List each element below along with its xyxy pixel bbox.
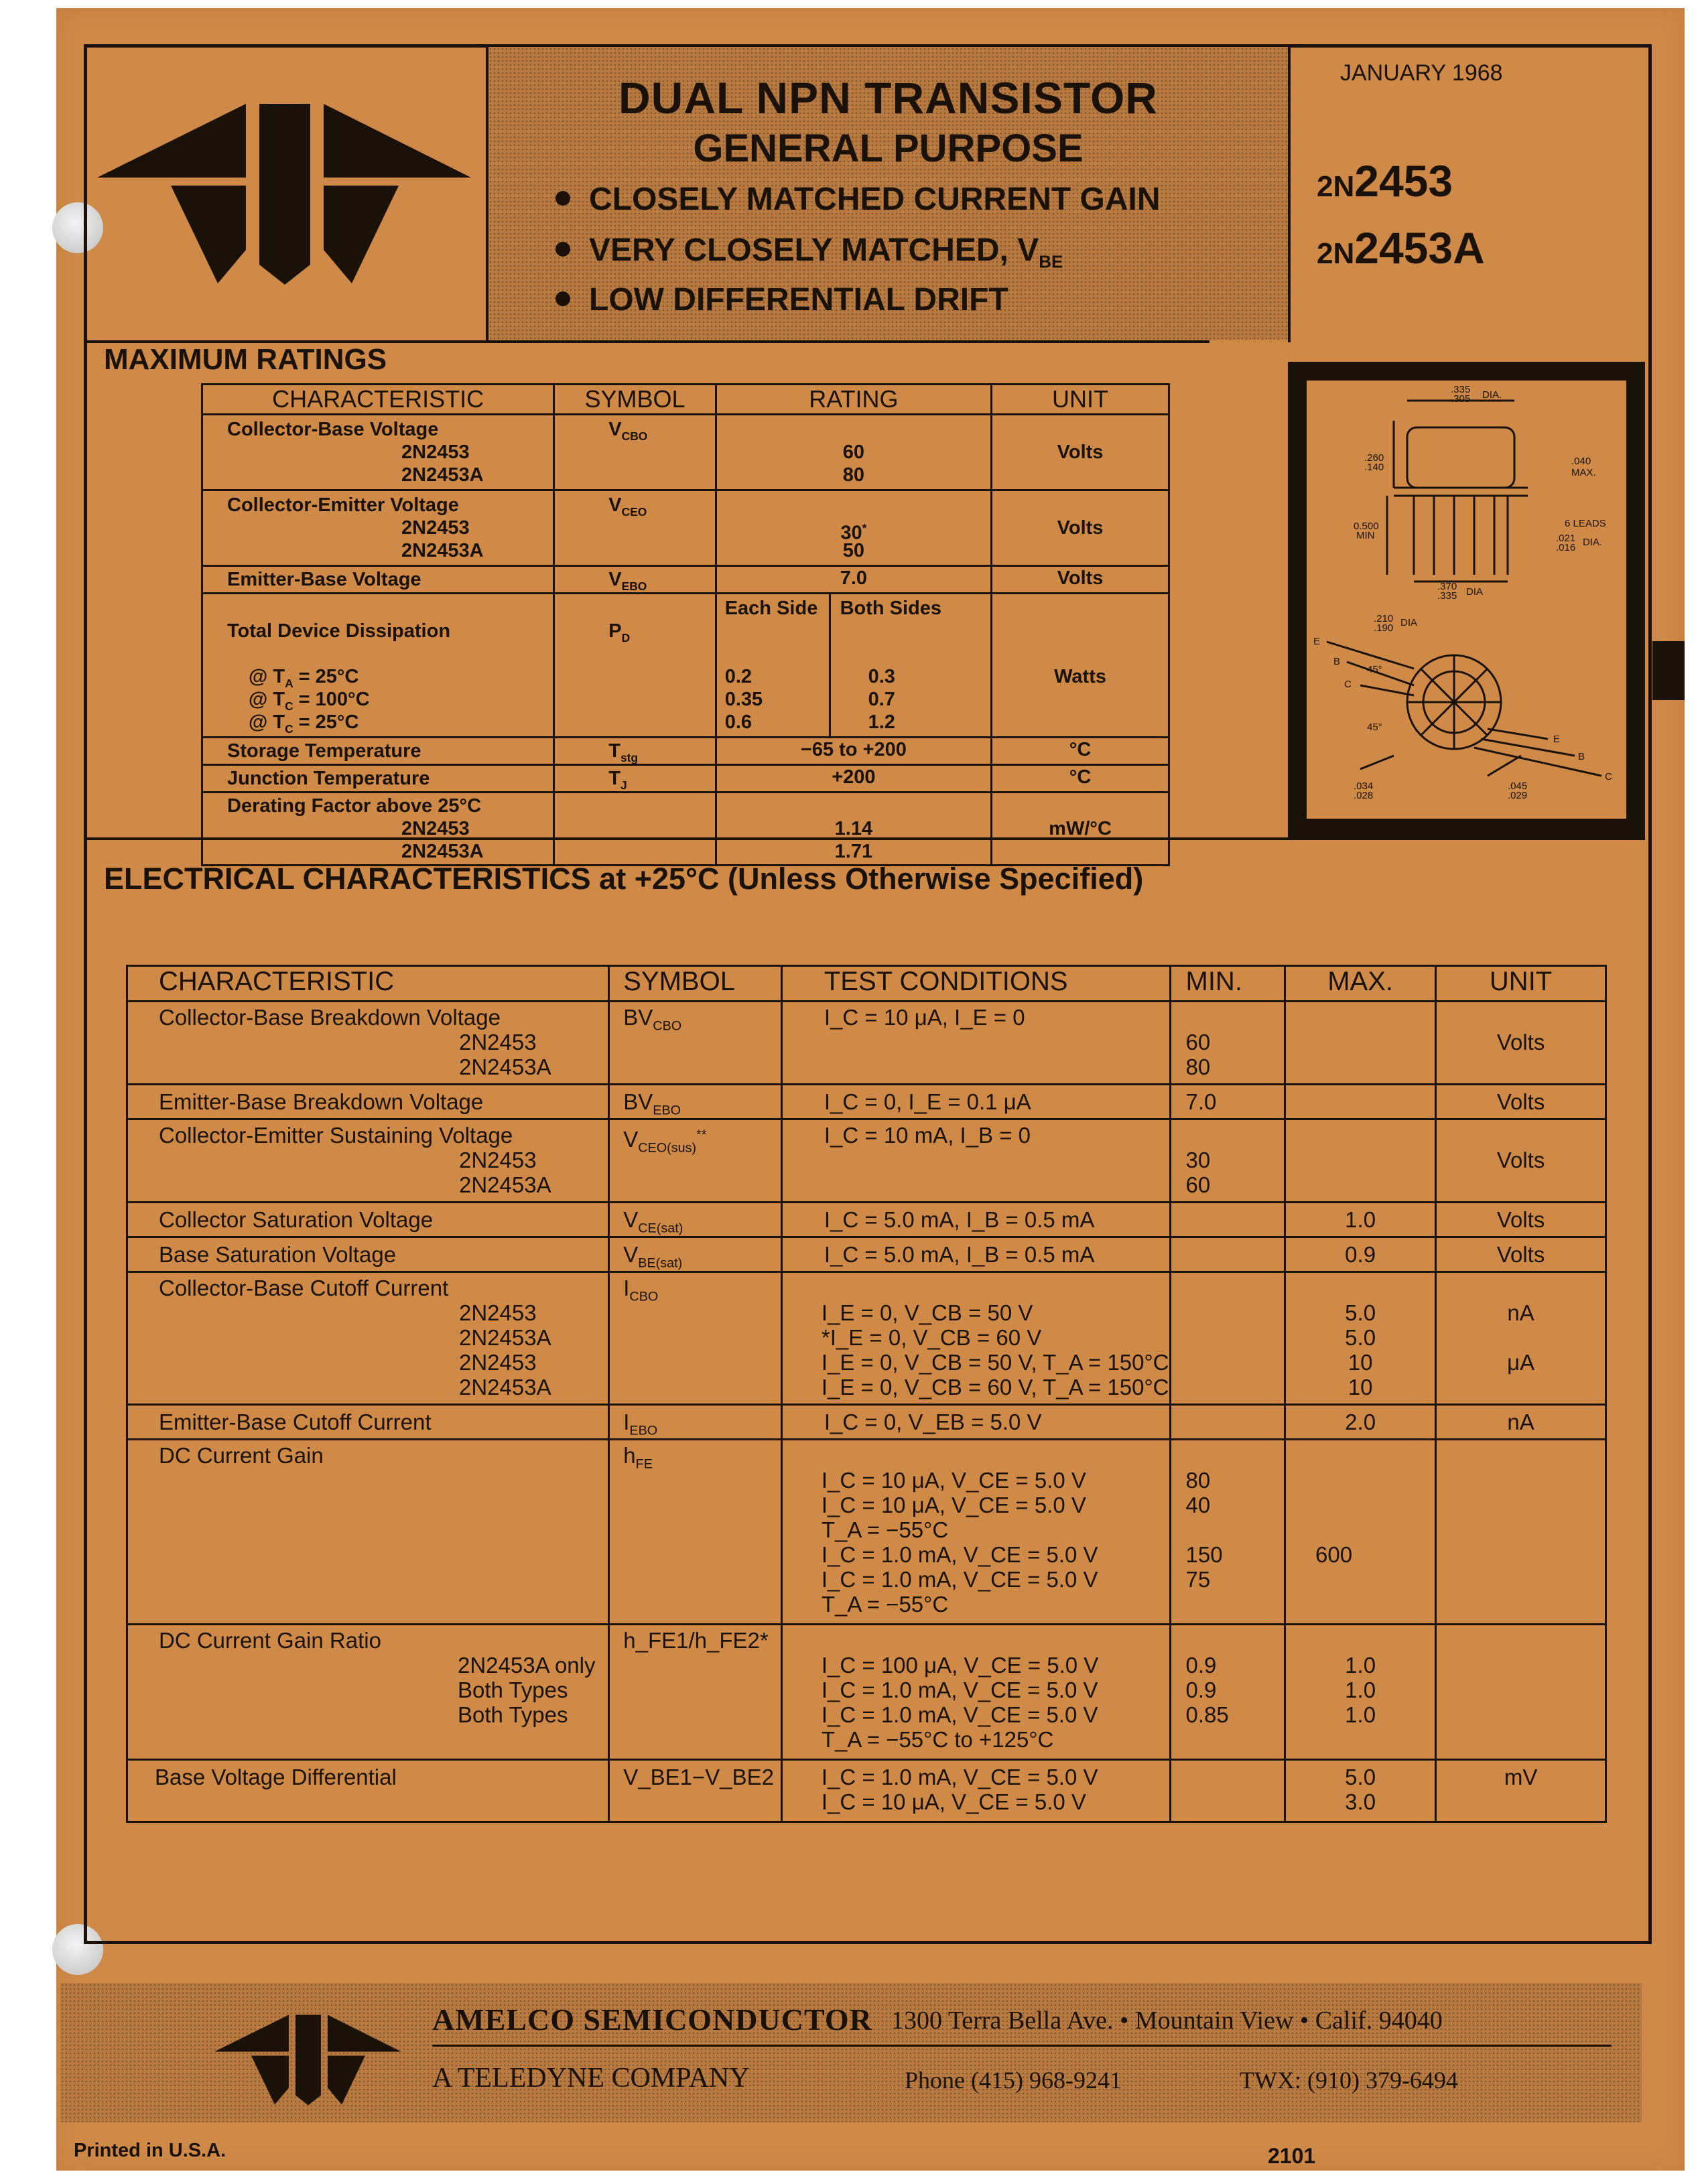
table-row: Base Voltage Differential V_BE1−V_BE2 I_C = 1.0 mA, V_CE = 5.0 V I_C = 10 μA, V_CE = 5.0 V 5.0 3.0 mV — [127, 1760, 1606, 1822]
outline-label: 45° — [1367, 664, 1382, 675]
outline-label: DIA. — [1583, 537, 1603, 548]
outline-label: DIA — [1466, 586, 1484, 598]
column-header: RATING — [716, 385, 991, 415]
outline-label: .016 — [1556, 542, 1576, 553]
outline-label: C — [1605, 771, 1612, 782]
outline-label: B — [1333, 656, 1341, 667]
outline-label: .045 — [1508, 780, 1528, 792]
outline-label: DIA — [1400, 617, 1418, 628]
company-name: AMELCO SEMICONDUCTOR — [432, 2002, 872, 2037]
company-address: 1300 Terra Bella Ave. • Mountain View • Calif. 94040 — [891, 2006, 1443, 2035]
outline-label: .260 — [1364, 452, 1384, 464]
feature-item: VERY CLOSELY MATCHED, $V_{BE}$ — [555, 232, 1063, 273]
outline-label: .034 — [1354, 780, 1374, 792]
company-footer — [60, 1983, 1642, 2122]
device-subtitle: GENERAL PURPOSE — [693, 127, 1084, 170]
table-row: Storage Temperature $T_{stg}$ −65 to +200 °C — [202, 738, 1169, 765]
feature-item: CLOSELY MATCHED CURRENT GAIN — [555, 181, 1161, 218]
table-row: Collector-Emitter Sustaining Voltage 2N2453 2N2453A $V_{CEO(sus)}^{**}$ I_C = 10 mA, I_B = 0 30 60 Volts — [127, 1119, 1606, 1203]
phone-number: Phone (415) 968-9241 — [905, 2067, 1122, 2094]
outline-label: .021 — [1556, 533, 1576, 544]
outline-label: C — [1344, 679, 1352, 690]
column-header: UNIT — [992, 385, 1169, 415]
outline-label: E — [1553, 734, 1561, 745]
table-row: Base Saturation Voltage $V_{BE(sat)}$ I_C = 5.0 mA, I_B = 0.5 mA 0.9 Volts — [127, 1237, 1606, 1272]
footer-rule — [432, 2045, 1612, 2047]
column-header: SYMBOL — [609, 966, 782, 1002]
outline-label: 0.500 — [1354, 521, 1379, 532]
column-header: TEST CONDITIONS — [781, 966, 1170, 1002]
table-row: DC Current Gain $h_{FE}$ I_C = 10 μA, V_CE = 5.0 V I_C = 10 μA, V_CE = 5.0 V T_A = −55°C I_C = 1.0 mA, V_CE = 5.0 V I_C = 1.0 mA, V_CE = 5.0 V T_A = −55°C 80 40 150 75 600 — [127, 1440, 1606, 1625]
table-header-row — [127, 966, 1606, 1002]
document-number: 2101 — [1268, 2144, 1316, 2168]
printed-note: Printed in U.S.A. — [74, 2140, 226, 2161]
column-header: CHARACTERISTIC — [202, 385, 554, 415]
feature-item: LOW DIFFERENTIAL DRIFT — [555, 281, 1008, 318]
electrical-characteristics-title: ELECTRICAL CHARACTERISTICS at +25°C (Unless Otherwise Specified) — [104, 862, 1144, 896]
outline-label: .140 — [1364, 462, 1384, 473]
twx-number: TWX: (910) 379-6494 — [1240, 2067, 1458, 2094]
parent-company: A TELEDYNE COMPANY — [432, 2063, 750, 2094]
table-row: Collector-Base Breakdown Voltage 2N2453 2N2453A $BV_{CBO}$ I_C = 10 μA, I_E = 0 60 80 Volts — [127, 1002, 1606, 1085]
outline-label: .210 — [1374, 613, 1394, 624]
column-header: CHARACTERISTIC — [127, 966, 609, 1002]
outline-label: .029 — [1508, 790, 1528, 801]
outline-label: .370 — [1437, 581, 1457, 592]
table-row: Emitter-Base Cutoff Current $I_{EBO}$ I_C = 0, V_EB = 5.0 V 2.0 nA — [127, 1405, 1606, 1440]
device-title: DUAL NPN TRANSISTOR — [618, 73, 1158, 123]
outline-label: DIA. — [1482, 389, 1502, 401]
table-row: Total Device Dissipation @ $T_A = 25^\circ C$ @ $T_C = 100^\circ C$ @ $T_C = 25^\circ C$ $P_D$ Each Side 0.2 0.35 0.6 Both Sides 0.3 0.7 1.2 Watts — [202, 594, 1169, 738]
edge-tab — [1652, 641, 1685, 700]
electrical-characteristics-table — [126, 965, 1607, 1823]
outline-label: MIN — [1356, 530, 1375, 541]
outline-label: .305 — [1451, 393, 1471, 405]
rule — [1288, 44, 1291, 342]
title-block — [488, 47, 1288, 340]
column-header: SYMBOL — [554, 385, 716, 415]
table-header-row — [202, 385, 1169, 415]
outline-label: .028 — [1354, 790, 1374, 801]
max-ratings-title: MAXIMUM RATINGS — [104, 343, 387, 376]
max-ratings-table — [201, 383, 1170, 866]
table-row: Emitter-Base Breakdown Voltage $BV_{EBO}$ I_C = 0, I_E = 0.1 μA 7.0 Volts — [127, 1085, 1606, 1119]
outline-label: .190 — [1374, 622, 1394, 634]
outline-label: B — [1578, 751, 1585, 762]
part-number: 2N2453A — [1317, 223, 1485, 273]
outline-label: .040 — [1571, 456, 1591, 467]
outline-frame — [1288, 362, 1645, 837]
outline-label: 6 LEADS — [1565, 518, 1606, 529]
outline-label: MAX. — [1571, 467, 1596, 478]
column-header: MAX. — [1285, 966, 1436, 1002]
table-row: Junction Temperature $T_J$ +200 °C — [202, 765, 1169, 793]
table-row: Collector-Base Voltage 2N2453 2N2453A $V_{CBO}$ 60 80 Volts — [202, 415, 1169, 490]
outline-label: 45° — [1367, 722, 1382, 733]
table-row: Collector-Emitter Voltage 2N2453 2N2453A $V_{CEO}$ 30* 50 Volts — [202, 490, 1169, 566]
outline-label: .335 — [1437, 590, 1457, 602]
outline-label: .335 — [1451, 384, 1471, 395]
table-row: Collector Saturation Voltage $V_{CE(sat)}$ I_C = 5.0 mA, I_B = 0.5 mA 1.0 Volts — [127, 1203, 1606, 1237]
issue-date: JANUARY 1968 — [1340, 60, 1503, 86]
teledyne-logo-icon — [214, 2010, 402, 2110]
table-row: DC Current Gain Ratio 2N2453A only Both Types Both Types h_FE1/h_FE2* I_C = 100 μA, V_CE = 5.0 V I_C = 1.0 mA, V_CE = 5.0 V I_C = 1.0 mA, V_CE = 5.0 V T_A = −55°C to +125°C 0.9 0.9 0.85 1.0 1.0 1.0 — [127, 1625, 1606, 1760]
table-row: Emitter-Base Voltage $V_{EBO}$ 7.0 Volts — [202, 566, 1169, 594]
column-header: UNIT — [1436, 966, 1606, 1002]
table-row: Derating Factor above 25°C 2N2453 2N2453A 1.14 1.71 mW/°C — [202, 793, 1169, 866]
package-outline-drawing — [1307, 381, 1626, 819]
teledyne-logo-icon — [97, 104, 472, 285]
column-header: MIN. — [1170, 966, 1285, 1002]
outline-label: E — [1313, 636, 1321, 647]
table-row: Collector-Base Cutoff Current 2N2453 2N2453A 2N2453 2N2453A $I_{CBO}$ I_E = 0, V_CB = 50 V *I_E = 0, V_CB = 60 V I_E = 0, V_CB = 50 V, T_A = 150°C I_E = 0, V_CB = 60 V, T_A = 150°C 5.0 5.0 10 10 nA μA — [127, 1272, 1606, 1405]
part-number: 2N2453 — [1317, 156, 1453, 206]
